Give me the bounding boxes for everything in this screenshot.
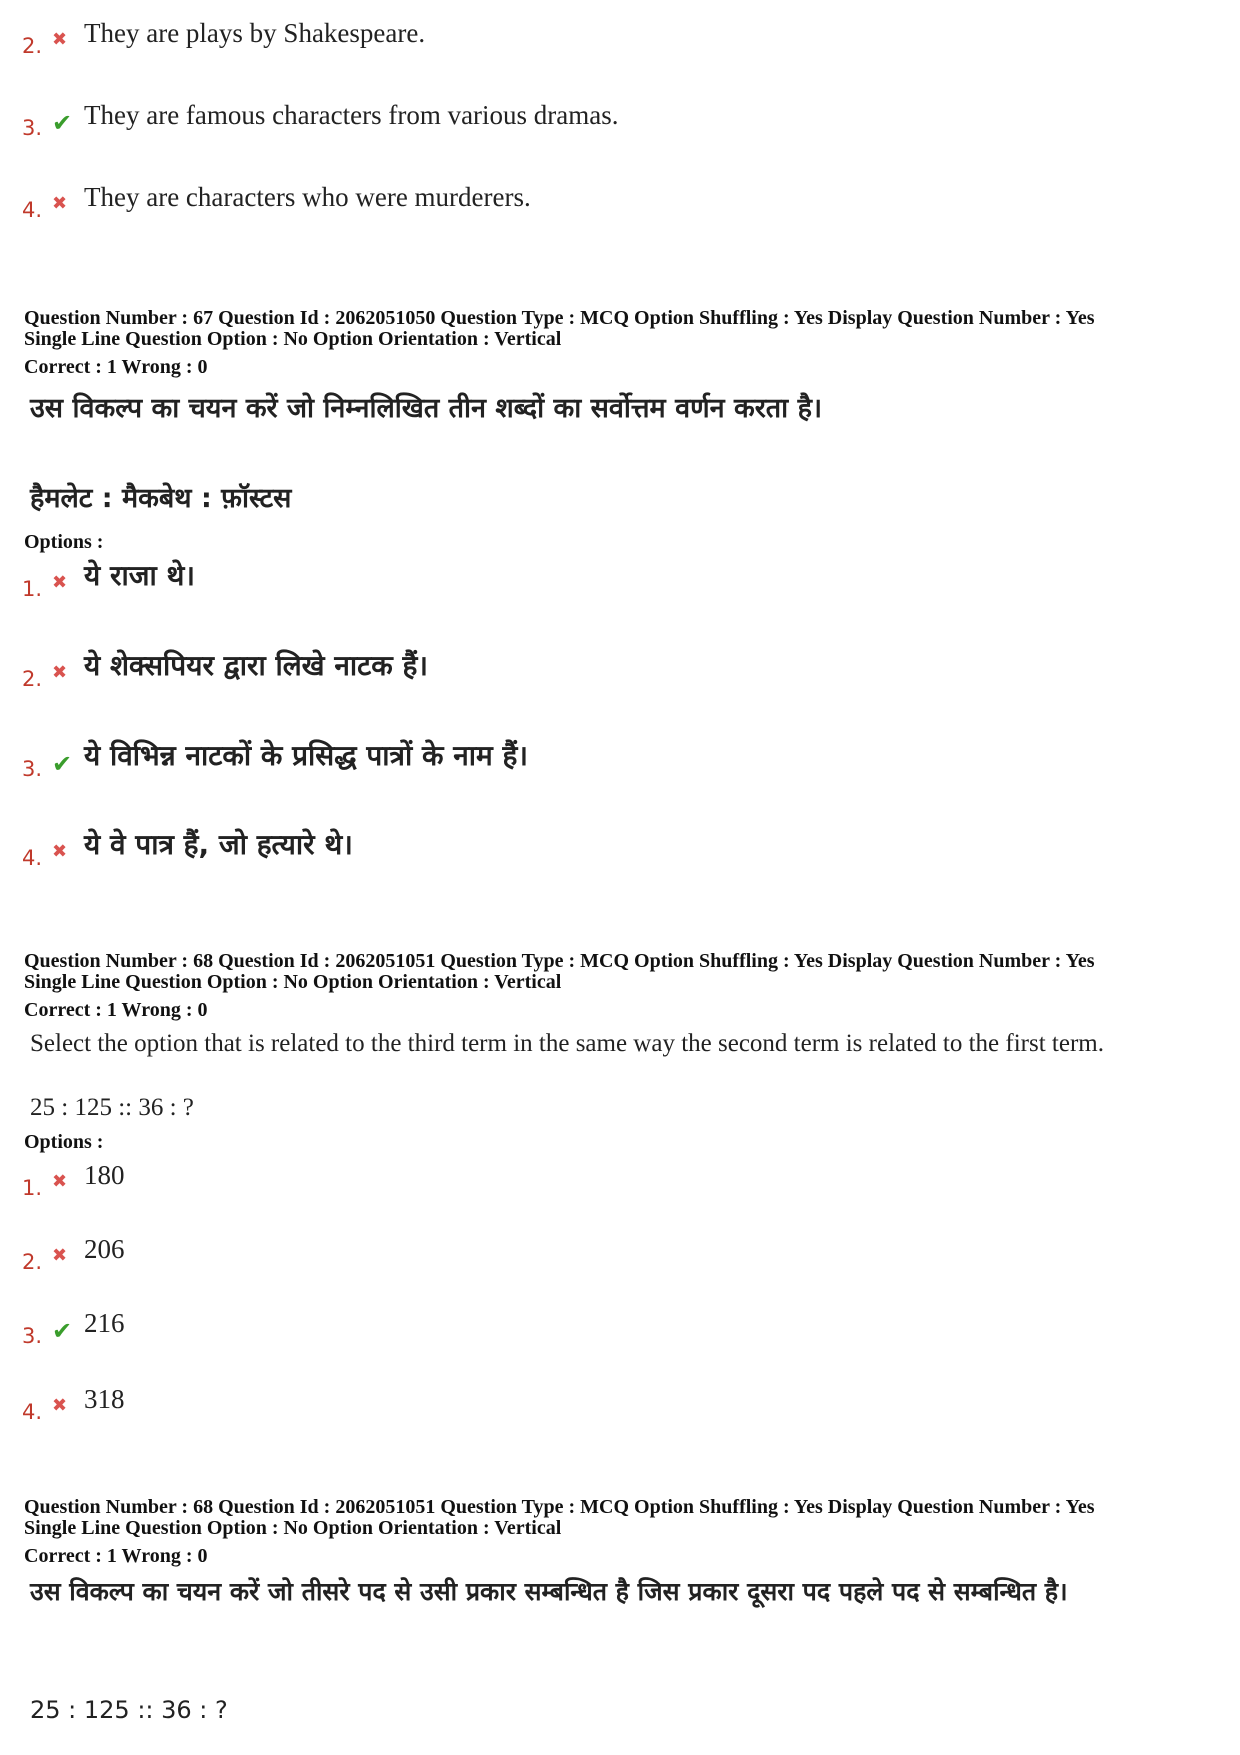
question-meta (24, 1497, 1094, 1567)
cross-icon: ✖ (52, 1395, 68, 1416)
cross-icon: ✖ (52, 1171, 68, 1192)
option-text: ये वे पात्र हैं, जो हत्यारे थे। (84, 828, 353, 861)
question-terms: हैमलेट : मैकबेथ : फ़ॉस्टस (30, 483, 292, 514)
option-text: 216 (84, 1308, 125, 1338)
option-number: 2. (22, 667, 43, 691)
option-item (22, 1384, 125, 1424)
option-text: ये विभिन्न नाटकों के प्रसिद्ध पात्रों के नाम हैं। (84, 739, 528, 772)
cross-icon: ✖ (52, 1245, 68, 1266)
meta-line: Single Line Question Option : No Option Orientation : Vertical (24, 328, 562, 350)
option-item (22, 182, 531, 222)
question-terms: 25 : 125 :: 36 : ? (30, 1696, 228, 1724)
option-text: They are famous characters from various dramas. (84, 100, 619, 130)
meta-line: Question Number : 67 Question Id : 2062051050 Question Type : MCQ Option Shuffling : Yes Display Question Number : Yes (24, 307, 1095, 329)
option-number: 3. (22, 116, 43, 140)
meta-line: Question Number : 68 Question Id : 2062051051 Question Type : MCQ Option Shuffling : Yes Display Question Number : Yes (24, 950, 1095, 972)
option-item (22, 100, 619, 140)
option-item (22, 559, 195, 601)
question-text: Select the option that is related to the third term in the same way the second term is related to the first term. (30, 1030, 1104, 1057)
option-item (22, 18, 426, 58)
meta-line: Single Line Question Option : No Option Orientation : Vertical (24, 1517, 562, 1539)
options-label: Options : (24, 531, 104, 553)
option-item (22, 1308, 125, 1348)
question-meta (24, 951, 1094, 1021)
cross-icon: ✖ (52, 193, 68, 214)
option-number: 3. (22, 1324, 43, 1348)
option-item (22, 1160, 125, 1200)
meta-line: Question Number : 68 Question Id : 2062051051 Question Type : MCQ Option Shuffling : Yes Display Question Number : Yes (24, 1496, 1095, 1518)
check-icon: ✔ (52, 1317, 73, 1345)
cross-icon: ✖ (52, 572, 68, 593)
meta-line: Correct : 1 Wrong : 0 (24, 356, 208, 378)
meta-line: Single Line Question Option : No Option Orientation : Vertical (24, 971, 562, 993)
meta-line: Correct : 1 Wrong : 0 (24, 1545, 208, 1567)
question-text: उस विकल्प का चयन करें जो निम्नलिखित तीन शब्दों का सर्वोत्तम वर्णन करता है। (30, 393, 823, 424)
question-meta (24, 308, 1094, 378)
option-item (22, 649, 428, 691)
options-label: Options : (24, 1131, 104, 1153)
option-number: 2. (22, 1250, 43, 1274)
option-text: 180 (84, 1160, 125, 1190)
cross-icon: ✖ (52, 29, 68, 50)
option-item (22, 828, 353, 870)
option-number: 1. (22, 1176, 43, 1200)
option-number: 4. (22, 846, 43, 870)
meta-line: Correct : 1 Wrong : 0 (24, 999, 208, 1021)
option-number: 1. (22, 577, 43, 601)
option-text: They are plays by Shakespeare. (84, 18, 426, 48)
option-item (22, 739, 528, 781)
question-text: उस विकल्प का चयन करें जो तीसरे पद से उसी प्रकार सम्बन्धित है जिस प्रकार दूसरा पद पहले पद से सम्बन्धित है। (30, 1577, 1068, 1606)
cross-icon: ✖ (52, 841, 68, 862)
option-number: 2. (22, 34, 43, 58)
option-text: 206 (84, 1234, 125, 1264)
option-item (22, 1234, 125, 1274)
option-text: 318 (84, 1384, 125, 1414)
cross-icon: ✖ (52, 662, 68, 683)
option-number: 3. (22, 757, 43, 781)
question-terms: 25 : 125 :: 36 : ? (30, 1094, 194, 1121)
option-number: 4. (22, 1400, 43, 1424)
option-text: ये राजा थे। (84, 559, 195, 592)
option-number: 4. (22, 198, 43, 222)
option-text: They are characters who were murderers. (84, 182, 531, 212)
check-icon: ✔ (52, 109, 73, 137)
option-text: ये शेक्सपियर द्वारा लिखे नाटक हैं। (84, 649, 428, 682)
check-icon: ✔ (52, 750, 73, 778)
